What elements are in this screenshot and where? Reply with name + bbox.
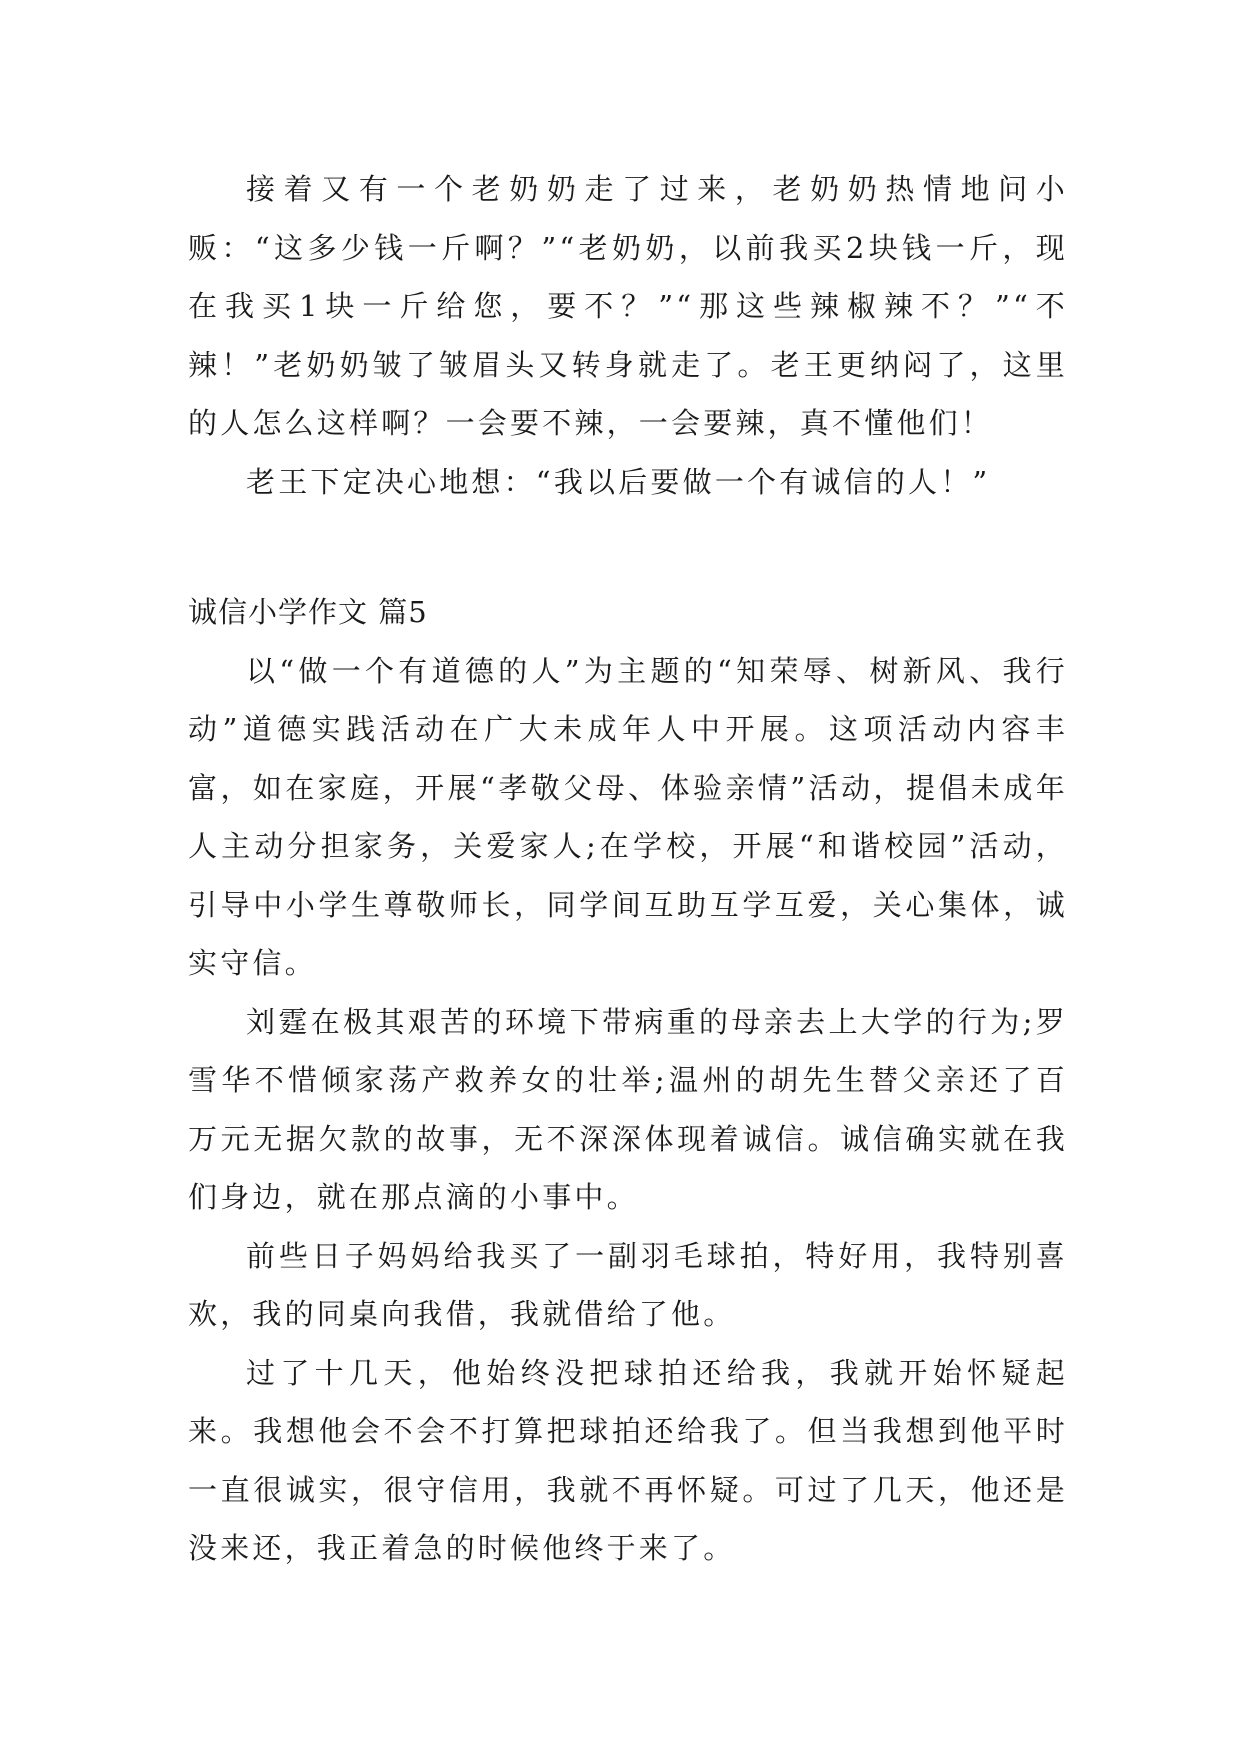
paragraph-4: 刘霆在极其艰苦的环境下带病重的母亲去上大学的行为;罗雪华不惜倾家荡产救养女的壮举;温州的胡先生替父亲还了百万元无据欠款的故事，无不深深体现着诚信。诚信确实就在我们身边，就在那点滴的小事中。 [188,1004,1068,1214]
paragraph-5: 前些日子妈妈给我买了一副羽毛球拍，特好用，我特别喜欢，我的同桌向我借，我就借给了他。 [188,1238,1068,1331]
section-gap [188,511,1068,583]
document-page [188,160,1068,1578]
paragraph-3: 以“做一个有道德的人”为主题的“知荣辱、树新风、我行动”道德实践活动在广大未成年人中开展。这项活动内容丰富，如在家庭，开展“孝敬父母、体验亲情”活动，提倡未成年人主动分担家务，关爱家人;在学校，开展“和谐校园”活动，引导中小学生尊敬师长，同学间互助互学互爱，关心集体，诚实守信。 [188,653,1068,980]
paragraph-1: 接着又有一个老奶奶走了过来，老奶奶热情地问小贩：“这多少钱一斤啊？”“老奶奶，以前我买2块钱一斤，现在我买1块一斤给您，要不？”“那这些辣椒辣不？”“不辣！”老奶奶皱了皱眉头又转身就走了。老王更纳闷了，这里的人怎么这样啊？一会要不辣，一会要辣，真不懂他们！ [188,172,1068,440]
section-heading: 诚信小学作文 篇5 [188,595,428,629]
paragraph-6: 过了十几天，他始终没把球拍还给我，我就开始怀疑起来。我想他会不会不打算把球拍还给我了。但当我想到他平时一直很诚实，很守信用，我就不再怀疑。可过了几天，他还是没来还，我正着急的时候他终于来了。 [188,1355,1068,1565]
paragraph-2: 老王下定决心地想：“我以后要做一个有诚信的人！” [246,464,991,499]
